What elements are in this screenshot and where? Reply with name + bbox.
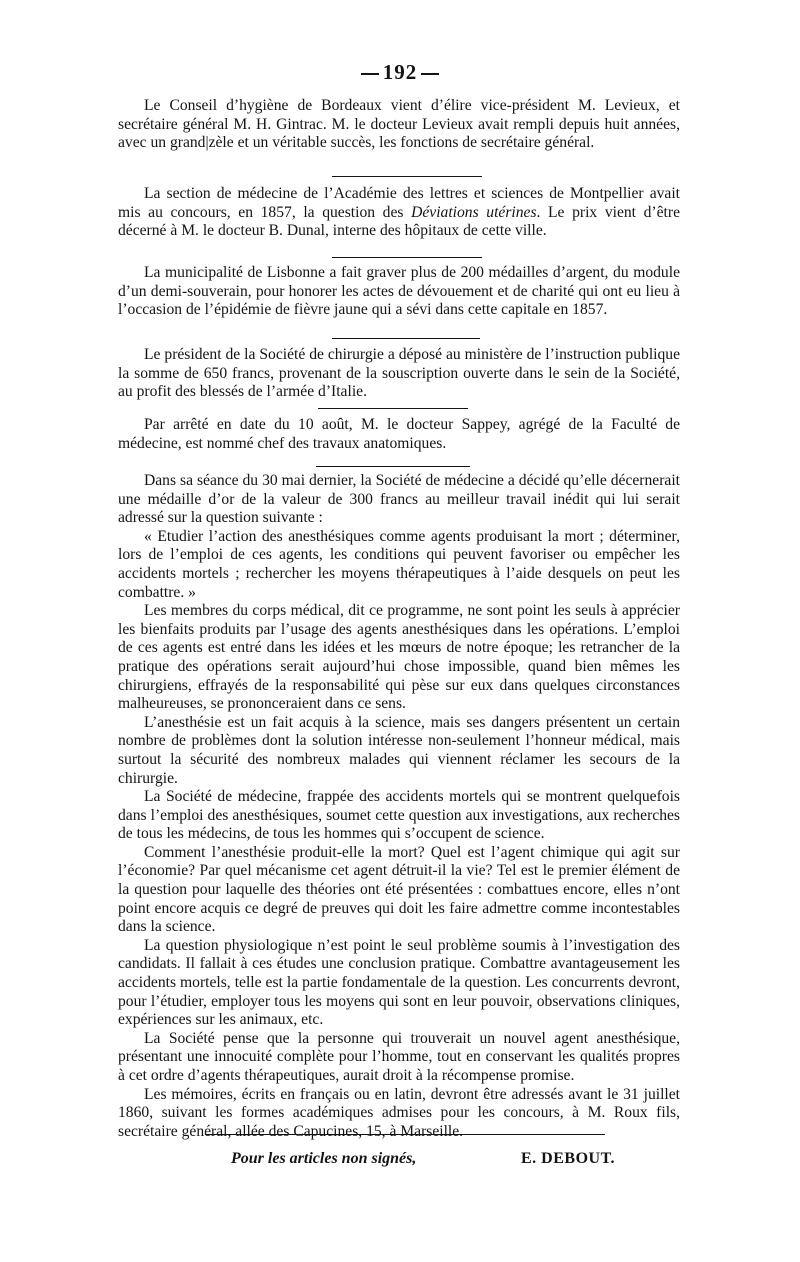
separator-rule (318, 408, 468, 409)
news-item-lisbonne (118, 264, 680, 320)
news-item-bordeaux (118, 97, 680, 153)
dash-left (361, 73, 379, 75)
paragraph-montpellier-text-1: La section de médecine de l’Académie des lettres et sciences de Montpellier avait mis au concours, en 1857, la question des (118, 185, 680, 221)
separator-rule (332, 257, 482, 258)
paragraph-concours-nouvel-agent: La Société pense que la personne qui trouverait un nouvel agent anesthésique, présentant une innocuité complète pour l’homme, tout en conservant les qualités propres à cet ordre d’agents thérapeutiques, aurait droit à la récompense promise. (118, 1029, 680, 1084)
news-item-societe-chirurgie (118, 346, 680, 402)
separator-rule (332, 176, 482, 177)
paragraph-sappey: Par arrêté en date du 10 août, M. le docteur Sappey, agrégé de la Faculté de médecine, est nommé chef des travaux anatomiques. (118, 416, 680, 452)
news-item-sappey (118, 416, 680, 453)
page-number-header (0, 60, 800, 85)
footer-note: Pour les articles non signés, (231, 1150, 417, 1167)
dash-right (421, 73, 439, 75)
paragraph-lisbonne: La municipalité de Lisbonne a fait graver plus de 200 médailles d’argent, du module d’un demi-souverain, pour honorer les actes de dévouement et de charité qui ont eu lieu à l’occasion de l’épidémie de fièvre jaune qui a sévi dans cette capitale en 1857. (118, 264, 680, 319)
separator-rule (316, 466, 470, 467)
footer-author: E. DEBOUT. (521, 1150, 616, 1167)
paragraph-concours-question: « Etudier l’action des anesthésiques comme agents produisant la mort ; déterminer, lors de l’emploi de ces agents, les conditions qui peuvent favoriser ou empêcher les accidents mortels ; rechercher les moyens thérapeutiques à l’aide desquels on peut les combattre. » (118, 527, 680, 601)
paragraph-concours-programme: Les membres du corps médical, dit ce programme, ne sont point les seuls à apprécier les bienfaits produits par l’usage des agents anesthésiques dans les opérations. L’emploi de ces agents est entré dans les idées et les mœurs de notre époque; les retrancher de la pratique des opérations serait aujourd’hui chose impossible, quand bien mêmes les chirurgiens, effrayés de la responsabilité qui pèse sur eux dans quelques circonstances malheureuses, se prononceraient dans ce sens. (118, 602, 680, 713)
paragraph-montpellier-text-2: . Le prix vient d’être décerné à M. le docteur B. Dunal, interne des hôpitaux de cette ville. (118, 203, 680, 240)
footer-rule (205, 1134, 605, 1135)
paragraph-concours-intro: Dans sa séance du 30 mai dernier, la Société de médecine a décidé qu’elle décernerait une médaille d’or de la valeur de 300 francs au meilleur travail inédit qui lui serait adressé sur la question suivante : (118, 472, 680, 527)
paragraph-societe-chirurgie: Le président de la Société de chirurgie a déposé au ministère de l’instruction publique la somme de 650 francs, provenant de la souscription ouverte dans le sein de la Société, au profit des blessés de l’armée d’Italie. (118, 346, 680, 401)
paragraph-concours-societe: La Société de médecine, frappée des accidents mortels qui se montrent quelquefois dans l’emploi des anesthésiques, soumet cette question aux investigations, aux recherches de tous les médecins, de tous les hommes qui s’occupent de science. (118, 788, 680, 843)
paragraph-concours-comment: Comment l’anesthésie produit-elle la mort? Quel est l’agent chimique qui agit sur l’économie? Par quel mécanisme cet agent détruit-il la vie? Tel est le premier élément de la question pour laquelle des théories ont été présentées : combattues encore, elles n’ont point encore acquis ce degré de preuves qui doit les faire admettre comme incontestables dans la science. (118, 843, 680, 936)
paragraph-concours-memoires: Les mémoires, écrits en français ou en latin, devront être adressés avant le 31 juillet 1860, suivant les formes académiques admises pour les concours, à M. Roux fils, secrétaire général, allée des Capucines, 15, à Marseille. (118, 1085, 680, 1140)
paragraph-concours-physiologique: La question physiologique n’est point le seul problème soumis à l’investigation des candidats. Il fallait à ces études une conclusion pratique. Combattre avantageusement les accidents mortels, telle est la partie fondamentale de la question. Les concurrents devront, pour l’étudier, employer tous les moyens qui sont en leur pouvoir, observations cliniques, expériences sur les animaux, etc. (118, 936, 680, 1029)
news-item-montpellier (118, 185, 680, 241)
separator-rule (332, 338, 480, 339)
paragraph-montpellier (118, 185, 680, 241)
page-number: 192 (382, 60, 418, 84)
paragraph-bordeaux: Le Conseil d’hygiène de Bordeaux vient d’élire vice-président M. Levieux, et secrétaire général M. H. Gintrac. M. le docteur Levieux avait rempli depuis huit années, avec un grand|zèle et un véritable succès, les fonctions de secrétaire général. (118, 97, 680, 152)
paragraph-concours-anesthesie: L’anesthésie est un fait acquis à la science, mais ses dangers présentent un certain nombre de problèmes dont la solution intéresse non-seulement l’honneur médical, mais surtout la sécurité des nombreux malades qui viennent réclamer les secours de la chirurgie. (118, 713, 680, 787)
paragraph-montpellier-italic: Déviations utérines (411, 203, 537, 221)
news-item-concours-marseille (118, 472, 680, 1141)
